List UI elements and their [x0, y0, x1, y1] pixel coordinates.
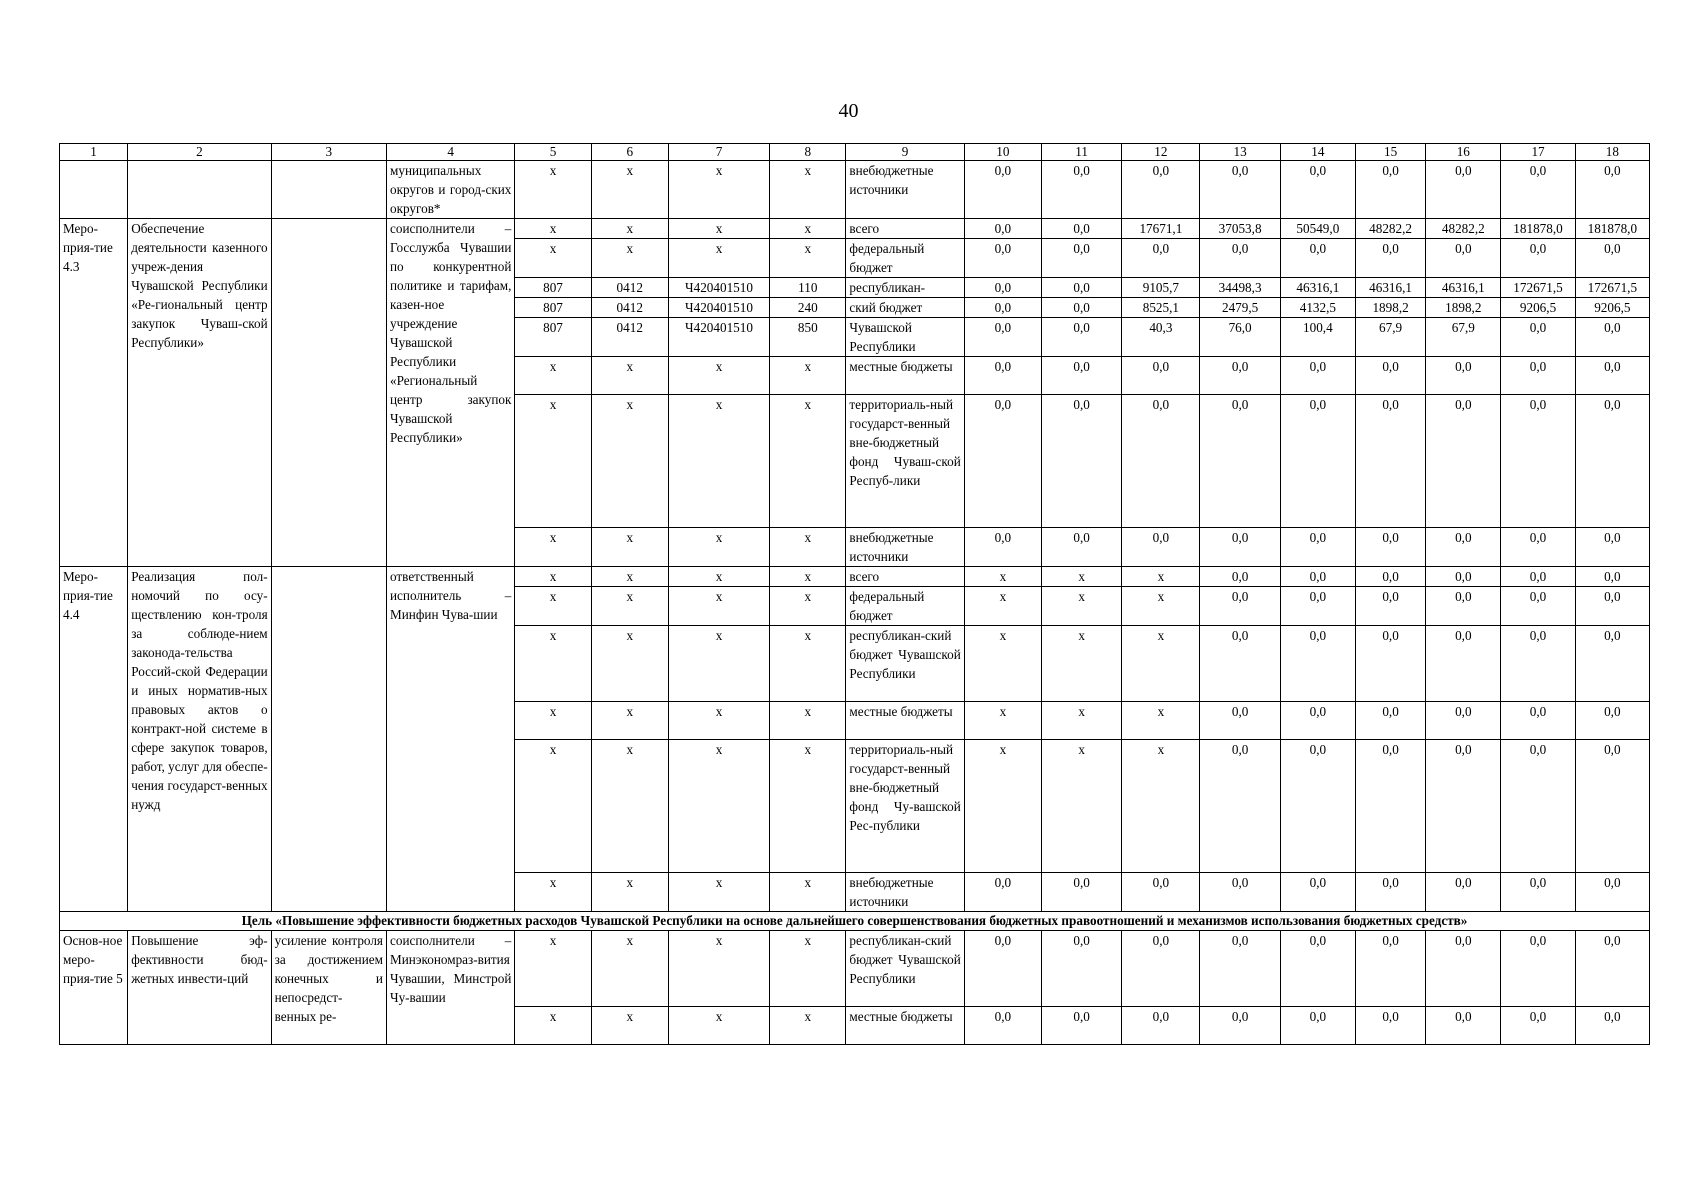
code-section: x — [591, 357, 668, 395]
code-expense-type: x — [770, 567, 846, 587]
value-cell: 0,0 — [1426, 357, 1501, 395]
col-header: 17 — [1501, 144, 1575, 161]
value-cell: 0,0 — [1200, 740, 1280, 873]
code-section: x — [591, 931, 668, 1007]
value-cell: 0,0 — [1355, 357, 1425, 395]
value-cell: 0,0 — [1280, 161, 1355, 219]
code-grbs: x — [515, 931, 591, 1007]
value-cell: 0,0 — [1200, 931, 1280, 1007]
funding-source: ский бюджет — [846, 298, 964, 318]
code-grbs: x — [515, 567, 591, 587]
code-section: x — [591, 239, 668, 278]
code-target: x — [668, 587, 769, 626]
value-cell: x — [964, 567, 1041, 587]
code-expense-type: x — [770, 587, 846, 626]
value-cell: 0,0 — [1426, 740, 1501, 873]
executor-cell: соисполнители – Минэкономраз-вития Чувашии, Минстрой Чу-вашии — [387, 931, 515, 1045]
col-header: 1 — [60, 144, 128, 161]
value-cell: 8525,1 — [1122, 298, 1200, 318]
value-cell: 0,0 — [1426, 395, 1501, 528]
value-cell: 0,0 — [964, 357, 1041, 395]
value-cell: 0,0 — [1426, 567, 1501, 587]
code-expense-type: 850 — [770, 318, 846, 357]
value-cell: 0,0 — [1501, 931, 1575, 1007]
value-cell: 0,0 — [1200, 357, 1280, 395]
value-cell: x — [1042, 740, 1122, 873]
value-cell: 0,0 — [1575, 1007, 1649, 1045]
code-grbs: x — [515, 1007, 591, 1045]
code-section: x — [591, 702, 668, 740]
value-cell: 1898,2 — [1355, 298, 1425, 318]
value-cell: 0,0 — [1280, 702, 1355, 740]
code-section: x — [591, 567, 668, 587]
value-cell: 0,0 — [1575, 318, 1649, 357]
value-cell: 46316,1 — [1426, 278, 1501, 298]
value-cell: x — [1042, 567, 1122, 587]
value-cell: 0,0 — [1355, 239, 1425, 278]
value-cell: 0,0 — [964, 528, 1041, 567]
code-grbs: x — [515, 587, 591, 626]
measure-name-cell — [128, 161, 271, 219]
value-cell: 46316,1 — [1280, 278, 1355, 298]
value-cell: 46316,1 — [1355, 278, 1425, 298]
code-section: x — [591, 219, 668, 239]
value-cell: 0,0 — [1200, 161, 1280, 219]
value-cell: 0,0 — [1355, 161, 1425, 219]
value-cell: 9105,7 — [1122, 278, 1200, 298]
value-cell: 0,0 — [1122, 528, 1200, 567]
value-cell: 0,0 — [1501, 626, 1575, 702]
code-target: x — [668, 357, 769, 395]
value-cell: 0,0 — [1355, 567, 1425, 587]
value-cell: 0,0 — [1355, 626, 1425, 702]
value-cell: 0,0 — [1575, 357, 1649, 395]
funding-source: всего — [846, 219, 964, 239]
value-cell: 1898,2 — [1426, 298, 1501, 318]
value-cell: 0,0 — [1426, 1007, 1501, 1045]
value-cell: 0,0 — [1042, 278, 1122, 298]
objective-cell — [271, 567, 386, 912]
value-cell: 0,0 — [1122, 239, 1200, 278]
code-expense-type: x — [770, 239, 846, 278]
value-cell: 0,0 — [1575, 161, 1649, 219]
col-header: 16 — [1426, 144, 1501, 161]
funding-source: республикан-ский бюджет Чувашской Республики — [846, 931, 964, 1007]
measure-4-4 — [60, 567, 1650, 912]
value-cell: 181878,0 — [1575, 219, 1649, 239]
value-cell: 0,0 — [1575, 239, 1649, 278]
value-cell: 0,0 — [1501, 567, 1575, 587]
value-cell: 0,0 — [1355, 395, 1425, 528]
funding-source: Чувашской Республики — [846, 318, 964, 357]
value-cell: x — [1042, 587, 1122, 626]
value-cell: 0,0 — [1426, 239, 1501, 278]
value-cell: 0,0 — [964, 931, 1041, 1007]
value-cell: 0,0 — [1501, 161, 1575, 219]
col-header: 11 — [1042, 144, 1122, 161]
value-cell: 172671,5 — [1501, 278, 1575, 298]
value-cell: 17671,1 — [1122, 219, 1200, 239]
value-cell: x — [964, 626, 1041, 702]
value-cell: 48282,2 — [1426, 219, 1501, 239]
value-cell: 0,0 — [1042, 161, 1122, 219]
table-row — [60, 161, 1650, 219]
code-section: x — [591, 161, 668, 219]
value-cell: 0,0 — [1122, 873, 1200, 912]
value-cell: 0,0 — [964, 278, 1041, 298]
value-cell: 0,0 — [1575, 873, 1649, 912]
col-header: 5 — [515, 144, 591, 161]
value-cell: 0,0 — [1280, 873, 1355, 912]
funding-source: территориаль-ный государст-венный вне-бюджетный фонд Чу-вашской Рес-публики — [846, 740, 964, 873]
value-cell: 0,0 — [1122, 357, 1200, 395]
value-cell: 0,0 — [1200, 626, 1280, 702]
value-cell: x — [1122, 740, 1200, 873]
code-section: 0412 — [591, 318, 668, 357]
code-expense-type: x — [770, 1007, 846, 1045]
value-cell: 0,0 — [1355, 528, 1425, 567]
executor-cell: соисполнители – Госслужба Чувашии по конкурентной политике и тарифам, казен-ное учреждение Чувашской Республики «Региональный центр закупок Чувашской Республики» — [387, 219, 515, 567]
value-cell: x — [1122, 626, 1200, 702]
value-cell: 0,0 — [1122, 161, 1200, 219]
code-grbs: x — [515, 219, 591, 239]
code-expense-type: 240 — [770, 298, 846, 318]
value-cell: 0,0 — [964, 239, 1041, 278]
code-target: Ч420401510 — [668, 278, 769, 298]
code-target: Ч420401510 — [668, 318, 769, 357]
value-cell: 0,0 — [1042, 931, 1122, 1007]
value-cell: 2479,5 — [1200, 298, 1280, 318]
measure-id-cell: Основ-ное меро-прия-тие 5 — [60, 931, 128, 1045]
code-expense-type: x — [770, 395, 846, 528]
value-cell: 0,0 — [1355, 740, 1425, 873]
value-cell: 0,0 — [1200, 587, 1280, 626]
value-cell: 0,0 — [1501, 587, 1575, 626]
value-cell: 181878,0 — [1501, 219, 1575, 239]
funding-source: всего — [846, 567, 964, 587]
funding-source: республикан- — [846, 278, 964, 298]
code-target: x — [668, 239, 769, 278]
code-grbs: x — [515, 395, 591, 528]
funding-source: внебюджетные источники — [846, 873, 964, 912]
value-cell: x — [964, 702, 1041, 740]
code-grbs: x — [515, 702, 591, 740]
code-section: x — [591, 626, 668, 702]
code-target: x — [668, 626, 769, 702]
funding-source: местные бюджеты — [846, 1007, 964, 1045]
code-target: x — [668, 161, 769, 219]
measure-id-cell: Меро-прия-тие 4.4 — [60, 567, 128, 912]
table-row — [60, 931, 1650, 1007]
page-number: 40 — [838, 100, 859, 122]
value-cell: 0,0 — [1575, 702, 1649, 740]
value-cell: 67,9 — [1426, 318, 1501, 357]
code-grbs: x — [515, 528, 591, 567]
funding-source: местные бюджеты — [846, 357, 964, 395]
value-cell: 0,0 — [1355, 931, 1425, 1007]
value-cell: 0,0 — [1575, 395, 1649, 528]
code-grbs: 807 — [515, 298, 591, 318]
value-cell: 0,0 — [1426, 161, 1501, 219]
value-cell: 0,0 — [1042, 357, 1122, 395]
value-cell: 0,0 — [1122, 1007, 1200, 1045]
col-header: 9 — [846, 144, 964, 161]
column-number-row — [60, 144, 1650, 161]
value-cell: 0,0 — [964, 318, 1041, 357]
code-expense-type: x — [770, 357, 846, 395]
value-cell: 76,0 — [1200, 318, 1280, 357]
table-row — [60, 567, 1650, 587]
value-cell: 0,0 — [1501, 318, 1575, 357]
code-section: x — [591, 528, 668, 567]
col-header: 10 — [964, 144, 1041, 161]
value-cell: 40,3 — [1122, 318, 1200, 357]
value-cell: 0,0 — [1280, 395, 1355, 528]
value-cell: 100,4 — [1280, 318, 1355, 357]
code-expense-type: x — [770, 219, 846, 239]
value-cell: 0,0 — [1355, 587, 1425, 626]
value-cell: 0,0 — [1280, 239, 1355, 278]
value-cell: 0,0 — [1200, 702, 1280, 740]
value-cell: 0,0 — [1042, 219, 1122, 239]
value-cell: 0,0 — [1501, 740, 1575, 873]
value-cell: 0,0 — [1501, 395, 1575, 528]
objective-cell — [271, 161, 386, 219]
col-header: 18 — [1575, 144, 1649, 161]
measure-id-cell — [60, 161, 128, 219]
code-expense-type: x — [770, 873, 846, 912]
value-cell: 0,0 — [964, 298, 1041, 318]
code-section: 0412 — [591, 278, 668, 298]
value-cell: 9206,5 — [1501, 298, 1575, 318]
value-cell: 50549,0 — [1280, 219, 1355, 239]
value-cell: 0,0 — [1280, 567, 1355, 587]
value-cell: 0,0 — [1200, 395, 1280, 528]
value-cell: x — [1042, 702, 1122, 740]
value-cell: x — [1122, 567, 1200, 587]
measure-4-3 — [60, 219, 1650, 567]
value-cell: 37053,8 — [1200, 219, 1280, 239]
value-cell: 0,0 — [1426, 931, 1501, 1007]
code-expense-type: x — [770, 161, 846, 219]
code-grbs: x — [515, 626, 591, 702]
code-section: x — [591, 587, 668, 626]
value-cell: 0,0 — [964, 1007, 1041, 1045]
code-grbs: x — [515, 873, 591, 912]
value-cell: 0,0 — [1280, 528, 1355, 567]
funding-source: внебюджетные источники — [846, 528, 964, 567]
code-target: x — [668, 740, 769, 873]
value-cell: 0,0 — [1575, 567, 1649, 587]
value-cell: 0,0 — [1280, 626, 1355, 702]
measure-name-cell: Повышение эф-фективности бюд-жетных инвести-ций — [128, 931, 271, 1045]
col-header: 7 — [668, 144, 769, 161]
col-header: 13 — [1200, 144, 1280, 161]
value-cell: 9206,5 — [1575, 298, 1649, 318]
value-cell: 0,0 — [1042, 1007, 1122, 1045]
code-grbs: x — [515, 740, 591, 873]
code-target: Ч420401510 — [668, 298, 769, 318]
code-expense-type: x — [770, 740, 846, 873]
value-cell: 0,0 — [1426, 702, 1501, 740]
code-expense-type: x — [770, 626, 846, 702]
value-cell: 0,0 — [1280, 1007, 1355, 1045]
funding-source: республикан-ский бюджет Чувашской Республики — [846, 626, 964, 702]
value-cell: 0,0 — [1042, 395, 1122, 528]
code-grbs: x — [515, 239, 591, 278]
code-target: x — [668, 1007, 769, 1045]
main-measure-5 — [60, 931, 1650, 1045]
objective-cell: усиление контроля за достижением конечных и непосредст-венных ре- — [271, 931, 386, 1045]
value-cell: 0,0 — [964, 873, 1041, 912]
value-cell: 0,0 — [1280, 931, 1355, 1007]
value-cell: 0,0 — [1575, 587, 1649, 626]
value-cell: 0,0 — [1355, 873, 1425, 912]
code-target: x — [668, 528, 769, 567]
funding-source: местные бюджеты — [846, 702, 964, 740]
value-cell: 0,0 — [1042, 318, 1122, 357]
value-cell: 0,0 — [964, 395, 1041, 528]
value-cell: 0,0 — [1042, 298, 1122, 318]
goal-heading: Цель «Повышение эффективности бюджетных расходов Чувашской Республики на основе дальнейшего совершенствования бюджетных правоотношений и механизмов использования бюджетных средств» — [60, 912, 1650, 931]
code-target: x — [668, 702, 769, 740]
col-header: 6 — [591, 144, 668, 161]
executor-cell: ответственный исполнитель – Минфин Чува-шии — [387, 567, 515, 912]
value-cell: 0,0 — [1200, 528, 1280, 567]
value-cell: 0,0 — [1575, 740, 1649, 873]
value-cell: 0,0 — [1575, 626, 1649, 702]
value-cell: 0,0 — [1042, 528, 1122, 567]
code-expense-type: x — [770, 528, 846, 567]
code-target: x — [668, 567, 769, 587]
value-cell: 67,9 — [1355, 318, 1425, 357]
value-cell: 0,0 — [1501, 702, 1575, 740]
code-target: x — [668, 395, 769, 528]
value-cell: 48282,2 — [1355, 219, 1425, 239]
funding-source: федеральный бюджет — [846, 587, 964, 626]
value-cell: 0,0 — [1426, 873, 1501, 912]
value-cell: 0,0 — [1501, 357, 1575, 395]
value-cell: 0,0 — [964, 219, 1041, 239]
code-target: x — [668, 931, 769, 1007]
code-grbs: 807 — [515, 318, 591, 357]
value-cell: 0,0 — [1426, 528, 1501, 567]
value-cell: 0,0 — [1200, 239, 1280, 278]
col-header: 4 — [387, 144, 515, 161]
value-cell: 0,0 — [1355, 702, 1425, 740]
code-expense-type: x — [770, 931, 846, 1007]
value-cell: 172671,5 — [1575, 278, 1649, 298]
code-grbs: x — [515, 161, 591, 219]
funding-source: территориаль-ный государст-венный вне-бюджетный фонд Чуваш-ской Респуб-лики — [846, 395, 964, 528]
table-row — [60, 219, 1650, 239]
objective-cell — [271, 219, 386, 567]
measure-id-cell: Меро-прия-тие 4.3 — [60, 219, 128, 567]
col-header: 12 — [1122, 144, 1200, 161]
value-cell: 0,0 — [1501, 1007, 1575, 1045]
value-cell: 0,0 — [964, 161, 1041, 219]
value-cell: 0,0 — [1200, 1007, 1280, 1045]
code-section: x — [591, 395, 668, 528]
code-target: x — [668, 873, 769, 912]
code-expense-type: 110 — [770, 278, 846, 298]
value-cell: 0,0 — [1501, 528, 1575, 567]
value-cell: 0,0 — [1280, 587, 1355, 626]
col-header: 14 — [1280, 144, 1355, 161]
code-section: x — [591, 873, 668, 912]
code-section: x — [591, 740, 668, 873]
col-header: 3 — [271, 144, 386, 161]
goal-row — [60, 912, 1650, 931]
value-cell: 34498,3 — [1200, 278, 1280, 298]
col-header: 8 — [770, 144, 846, 161]
value-cell: x — [964, 587, 1041, 626]
value-cell: x — [1042, 626, 1122, 702]
value-cell: x — [1122, 702, 1200, 740]
value-cell: 0,0 — [1042, 873, 1122, 912]
code-grbs: 807 — [515, 278, 591, 298]
value-cell: x — [964, 740, 1041, 873]
value-cell: 4132,5 — [1280, 298, 1355, 318]
value-cell: 0,0 — [1200, 873, 1280, 912]
funding-source: внебюджетные источники — [846, 161, 964, 219]
measure-name-cell: Обеспечение деятельности казенного учреж-дения Чувашской Республики «Ре-гиональный центр закупок Чуваш-ской Республики» — [128, 219, 271, 567]
value-cell: 0,0 — [1122, 395, 1200, 528]
value-cell: 0,0 — [1426, 587, 1501, 626]
code-grbs: x — [515, 357, 591, 395]
budget-table — [59, 143, 1650, 1045]
code-expense-type: x — [770, 702, 846, 740]
value-cell: 0,0 — [1575, 528, 1649, 567]
value-cell: 0,0 — [1280, 357, 1355, 395]
value-cell: 0,0 — [1122, 931, 1200, 1007]
code-target: x — [668, 219, 769, 239]
value-cell: 0,0 — [1280, 740, 1355, 873]
value-cell: 0,0 — [1575, 931, 1649, 1007]
code-section: x — [591, 1007, 668, 1045]
col-header: 2 — [128, 144, 271, 161]
value-cell: 0,0 — [1501, 239, 1575, 278]
col-header: 15 — [1355, 144, 1425, 161]
code-section: 0412 — [591, 298, 668, 318]
value-cell: 0,0 — [1200, 567, 1280, 587]
value-cell: 0,0 — [1355, 1007, 1425, 1045]
measure-name-cell: Реализация пол-номочий по осу-ществлению кон-троля за соблюде-нием законода-тельства Россий-ской Федерации и иных норматив-ных правовых актов о контракт-ной системе в сфере закупок товаров, работ, услуг для обеспе-чения государст-венных нужд — [128, 567, 271, 912]
value-cell: 0,0 — [1501, 873, 1575, 912]
value-cell: x — [1122, 587, 1200, 626]
value-cell: 0,0 — [1426, 626, 1501, 702]
funding-source: федеральный бюджет — [846, 239, 964, 278]
executor-cell: муниципальных округов и город-ских округов* — [387, 161, 515, 219]
value-cell: 0,0 — [1042, 239, 1122, 278]
